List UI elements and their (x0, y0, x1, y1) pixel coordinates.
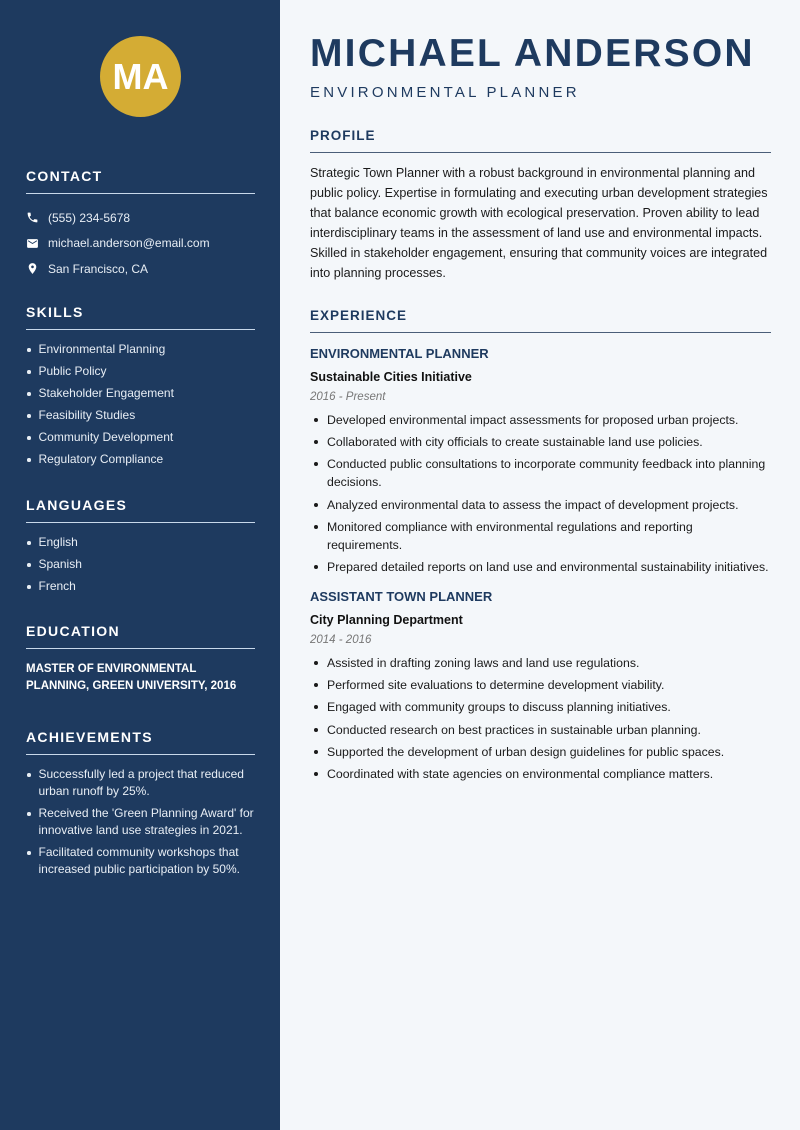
language-item: English (26, 534, 255, 551)
language-item: Spanish (26, 556, 255, 573)
job-bullets (310, 411, 771, 576)
contact-phone (26, 205, 255, 231)
job-company: Sustainable Cities Initiative (310, 370, 472, 384)
job-bullet: Prepared detailed reports on land use and environmental sustainability initiatives. (310, 558, 771, 576)
job-bullet: Performed site evaluations to determine development viability. (310, 676, 771, 694)
skill-item: Environmental Planning (26, 341, 255, 358)
job-bullet: Developed environmental impact assessments for proposed urban projects. (310, 411, 771, 429)
skills-heading: SKILLS (26, 304, 255, 330)
achievement-item: Received the 'Green Planning Award' for innovative land use strategies in 2021. (26, 805, 255, 839)
candidate-name: MICHAEL ANDERSON (310, 32, 755, 75)
skill-item: Feasibility Studies (26, 407, 255, 424)
job-entry (310, 588, 771, 783)
avatar-initials: MA (112, 55, 169, 97)
skill-item: Community Development (26, 429, 255, 446)
achievements-heading: ACHIEVEMENTS (26, 729, 255, 755)
job-company: City Planning Department (310, 612, 463, 627)
profile-text: Strategic Town Planner with a robust background in environmental planning and public policy. Expertise in formulating and executing urban development strategies that balance economic growth with ecological preservation. Proven ability to lead interdisciplinary teams in the assessment of land use and environmental impacts. Skilled in stakeholder engagement, ensuring that community voices are integrated into planning processes. (310, 166, 768, 280)
skill-item: Regulatory Compliance (26, 451, 255, 468)
job-bullet: Collaborated with city officials to create sustainable land use policies. (310, 433, 771, 451)
phone-text: (555) 234-5678 (48, 210, 131, 225)
job-entry (310, 345, 771, 576)
skills-section (26, 304, 255, 473)
skill-item: Public Policy (26, 363, 255, 380)
achievements-section (26, 729, 255, 883)
education-heading: EDUCATION (26, 623, 255, 649)
job-bullet: Conducted public consultations to incorporate community feedback into planning decisions. (310, 455, 771, 491)
email-text[interactable]: michael.anderson@email.com (48, 236, 210, 251)
languages-list (26, 534, 255, 595)
achievement-item: Successfully led a project that reduced urban runoff by 25%. (26, 766, 255, 800)
email-icon (26, 237, 39, 250)
job-bullet: Conducted research on best practices in sustainable urban planning. (310, 721, 771, 739)
experience-heading: EXPERIENCE (310, 308, 771, 333)
job-bullet: Assisted in drafting zoning laws and land use regulations. (310, 654, 771, 672)
candidate-title: ENVIRONMENTAL PLANNER (310, 84, 580, 101)
job-bullet: Coordinated with state agencies on environmental compliance matters. (310, 765, 771, 783)
profile-section (310, 128, 771, 283)
job-dates: 2014 - 2016 (310, 633, 372, 646)
job-bullet: Engaged with community groups to discuss planning initiatives. (310, 698, 771, 716)
job-bullet: Supported the development of urban design guidelines for public spaces. (310, 743, 771, 761)
phone-icon (26, 211, 39, 224)
languages-heading: LANGUAGES (26, 497, 255, 523)
contact-email (26, 231, 255, 257)
job-title: ASSISTANT TOWN PLANNER (310, 588, 493, 604)
profile-heading: PROFILE (310, 128, 771, 153)
job-bullets (310, 654, 771, 783)
location-text: San Francisco, CA (48, 261, 149, 276)
language-item: French (26, 578, 255, 595)
avatar (100, 36, 181, 117)
contact-location (26, 256, 255, 282)
contact-section (26, 168, 255, 282)
job-dates: 2016 - Present (310, 391, 386, 403)
job-title: ENVIRONMENTAL PLANNER (310, 346, 489, 361)
sidebar (0, 0, 280, 1130)
achievements-list (26, 766, 255, 878)
languages-section (26, 497, 255, 600)
job-bullet: Analyzed environmental data to assess the impact of development projects. (310, 496, 771, 514)
skills-list (26, 341, 255, 468)
achievement-item: Facilitated community workshops that increased public participation by 50%. (26, 844, 255, 878)
location-pin-icon (26, 262, 39, 275)
education-section (26, 623, 255, 695)
skill-item: Stakeholder Engagement (26, 385, 255, 402)
contact-heading: CONTACT (26, 168, 255, 194)
job-bullet: Monitored compliance with environmental regulations and reporting requirements. (310, 518, 771, 554)
education-entry: MASTER OF ENVIRONMENTAL PLANNING, GREEN UNIVERSITY, 2016 (26, 663, 237, 692)
experience-section (310, 308, 771, 787)
